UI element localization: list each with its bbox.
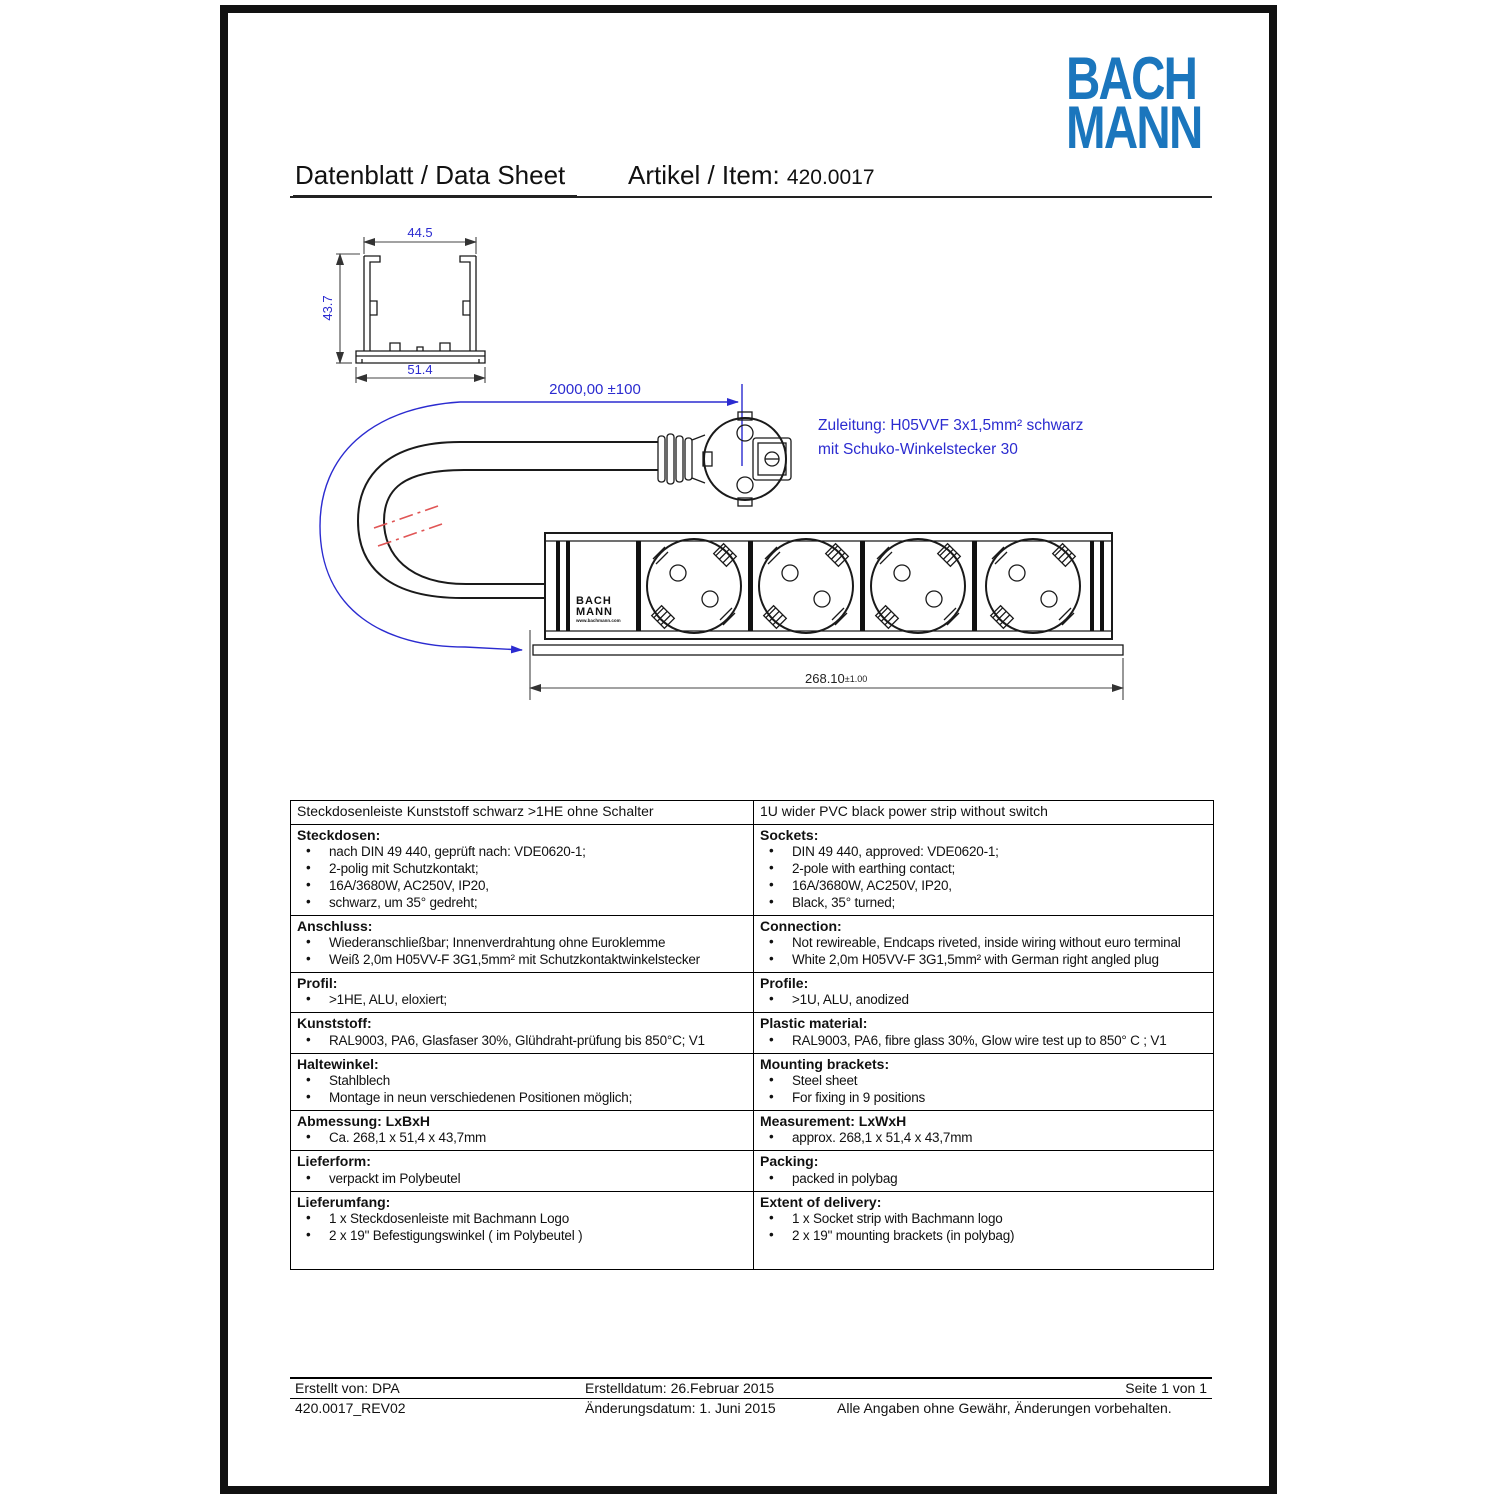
spec-bullet: • Not rewireable, Endcaps riveted, inside wiring without euro terminal — [760, 935, 1207, 952]
table-row-connection — [291, 915, 1213, 972]
dimension-strip-length: 268.10±1.00 — [805, 671, 868, 686]
table-row-profile — [291, 972, 1213, 1012]
spec-bullet: • DIN 49 440, approved: VDE0620-1; — [760, 844, 1207, 861]
table-row-packing — [291, 1150, 1213, 1190]
spec-section-title: Extent of delivery: — [760, 1193, 882, 1210]
logo-line-1: BACH — [1066, 45, 1197, 113]
spec-bullet: • >1U, ALU, anodized — [760, 992, 1207, 1009]
spec-bullet: • Steel sheet — [760, 1073, 1207, 1090]
spec-bullet: • RAL9003, PA6, fibre glass 30%, Glow wire test up to 850° C ; V1 — [760, 1033, 1207, 1050]
table-row-plastic — [291, 1012, 1213, 1052]
cable-note-line2: mit Schuko-Winkelstecker 30 — [818, 441, 1018, 458]
spec-bullet: • packed in polybag — [760, 1171, 1207, 1188]
bachmann-logo — [1066, 45, 1202, 162]
strip-label-line1: BACH — [576, 595, 612, 607]
dimension-profile-height: 43.7 — [320, 295, 335, 321]
article-label: Artikel / Item: — [628, 160, 787, 190]
spec-section-title: Anschluss: — [297, 917, 373, 934]
cable-break-mark — [378, 524, 442, 546]
cable-note-line1: Zuleitung: H05VVF 3x1,5mm² schwarz — [818, 417, 1084, 434]
spec-bullet: • 1 x Socket strip with Bachmann logo — [760, 1211, 1207, 1228]
footer-modified-date: Änderungsdatum: 1. Juni 2015 — [585, 1400, 776, 1416]
spec-header-de: Steckdosenleiste Kunststoff schwarz >1HE ohne Schalter — [291, 801, 754, 824]
spec-section-title: Packing: — [760, 1153, 819, 1170]
table-row-brackets — [291, 1053, 1213, 1110]
spec-section-title: Connection: — [760, 917, 842, 934]
spec-bullet: • 16A/3680W, AC250V, IP20, — [760, 878, 1207, 895]
cable-annotation — [818, 417, 1083, 458]
socket-3 — [871, 539, 965, 633]
footer — [290, 1377, 1212, 1418]
spec-section-title: Mounting brackets: — [760, 1055, 890, 1072]
article-item — [628, 160, 875, 191]
spec-bullet: • nach DIN 49 440, geprüft nach: VDE0620-1; — [297, 844, 747, 861]
spec-bullet: • Black, 35° turned; — [760, 895, 1207, 912]
spec-bullet: • Ca. 268,1 x 51,4 x 43,7mm — [297, 1130, 747, 1147]
table-row-header — [291, 801, 1213, 824]
spec-bullet: • White 2,0m H05VV-F 3G1,5mm² with German right angled plug — [760, 952, 1207, 969]
spec-bullet: • 2-pole with earthing contact; — [760, 861, 1207, 878]
socket-1 — [647, 539, 741, 633]
spec-section-title: Lieferform: — [297, 1153, 371, 1170]
spec-section-title: Abmessung: LxBxH — [297, 1112, 431, 1129]
spec-section-title: Lieferumfang: — [297, 1193, 391, 1210]
spec-bullet: • Wiederanschließbar; Innenverdrahtung ohne Euroklemme — [297, 935, 747, 952]
footer-created-date: Erstelldatum: 26.Februar 2015 — [585, 1380, 775, 1396]
spec-bullet: • 2-polig mit Schutzkontakt; — [297, 861, 747, 878]
spec-section-title: Measurement: LxWxH — [760, 1112, 907, 1129]
footer-row-1 — [290, 1377, 1212, 1399]
spec-bullet: • 1 x Steckdosenleiste mit Bachmann Logo — [297, 1211, 747, 1228]
page-title: Datenblatt / Data Sheet — [293, 160, 577, 198]
strip-body — [545, 533, 1112, 639]
socket-4 — [986, 539, 1080, 633]
schuko-plug-drawing — [703, 412, 791, 506]
article-number: 420.0017 — [786, 166, 875, 189]
profile-cross-section — [320, 226, 485, 383]
spec-bullet: • 2 x 19" mounting brackets (in polybag) — [760, 1228, 1207, 1245]
spec-bullet: • schwarz, um 35° gedreht; — [297, 895, 747, 912]
spec-header-en: 1U wider PVC black power strip without switch — [760, 803, 1048, 819]
spec-bullet: • Montage in neun verschiedenen Positionen möglich; — [297, 1090, 747, 1107]
strip-base-plate — [533, 645, 1123, 655]
footer-row-2 — [290, 1399, 1212, 1418]
spec-bullet: • >1HE, ALU, eloxiert; — [297, 992, 747, 1009]
table-row-measurement — [291, 1110, 1213, 1150]
spec-table — [290, 800, 1214, 1270]
spec-section-title: Plastic material: — [760, 1015, 868, 1032]
spec-bullet: • verpackt im Polybeutel — [297, 1171, 747, 1188]
spec-section-title: Haltewinkel: — [297, 1055, 379, 1072]
spec-bullet: • Stahlblech — [297, 1073, 747, 1090]
footer-page-number: Seite 1 von 1 — [1125, 1380, 1207, 1396]
spec-bullet: • Weiß 2,0m H05VV-F 3G1,5mm² mit Schutzkontaktwinkelstecker — [297, 952, 747, 969]
spec-bullet: • 2 x 19" Befestigungswinkel ( im Polybeutel ) — [297, 1228, 747, 1245]
cable-drawing — [358, 434, 705, 598]
spec-bullet: • RAL9003, PA6, Glasfaser 30%, Glühdraht-prüfung bis 850°C; V1 — [297, 1033, 747, 1050]
cable-extent-line — [320, 402, 738, 650]
spec-bullet: • For fixing in 9 positions — [760, 1090, 1207, 1107]
table-row-sockets — [291, 824, 1213, 915]
spec-bullet: • 16A/3680W, AC250V, IP20, — [297, 878, 747, 895]
footer-disclaimer: Alle Angaben ohne Gewähr, Änderungen vorbehalten. — [837, 1400, 1172, 1416]
header-rule — [290, 196, 1212, 198]
strip-label-url: www.bachmann.com — [576, 618, 621, 623]
spec-bullet: • approx. 268,1 x 51,4 x 43,7mm — [760, 1130, 1207, 1147]
spec-section-title: Kunststoff: — [297, 1015, 372, 1032]
dimension-profile-bottom-width: 51.4 — [407, 362, 433, 377]
table-row-delivery — [291, 1191, 1213, 1269]
socket-2 — [759, 539, 853, 633]
spec-section-title: Profile: — [760, 974, 809, 991]
spec-section-title: Profil: — [297, 974, 338, 991]
dimension-cable-length: 2000,00 ±100 — [549, 381, 641, 398]
strip-bachmann-label — [575, 595, 621, 623]
footer-revision: 420.0017_REV02 — [295, 1400, 406, 1416]
spec-section-title: Steckdosen: — [297, 826, 381, 843]
strip-label-line2: MANN — [576, 606, 613, 618]
logo-line-2: MANN — [1066, 94, 1202, 162]
dimension-profile-top-width: 44.5 — [407, 226, 433, 240]
footer-created-by: Erstellt von: DPA — [295, 1380, 400, 1396]
spec-section-title: Sockets: — [760, 826, 819, 843]
technical-drawing — [290, 226, 1130, 751]
power-strip-drawing — [530, 533, 1123, 700]
